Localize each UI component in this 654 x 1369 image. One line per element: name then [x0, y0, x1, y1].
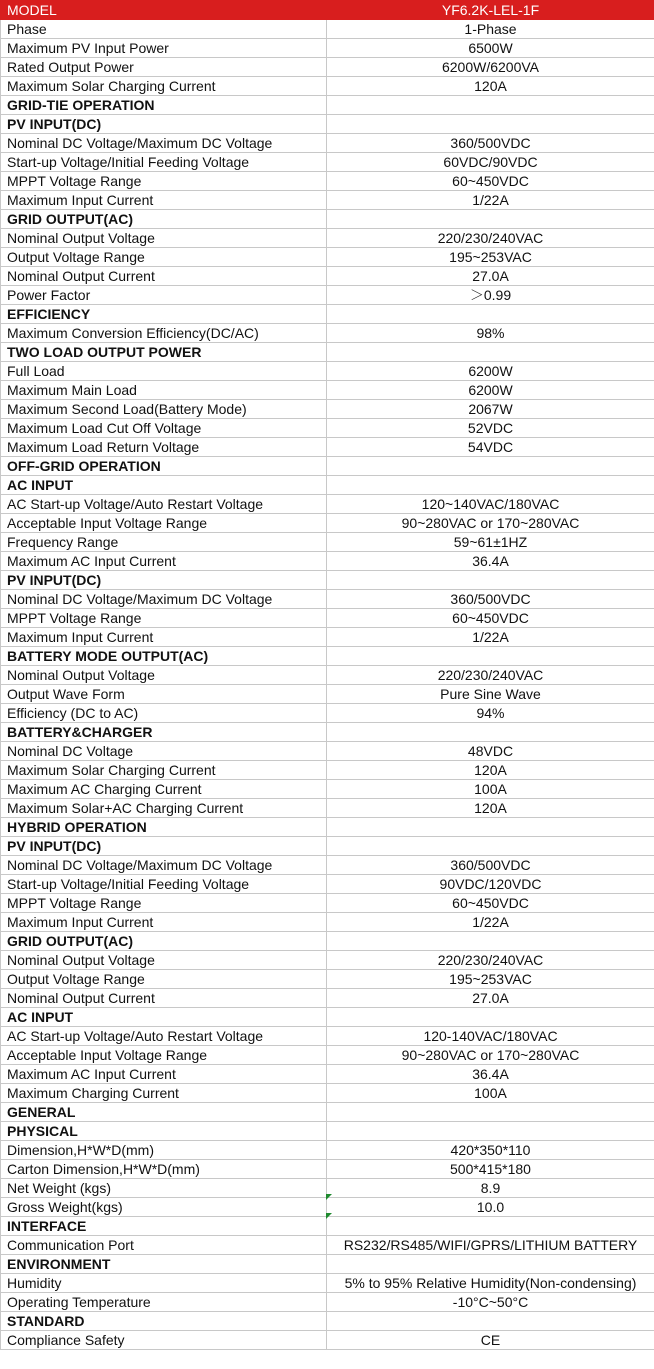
spec-row — [1, 1331, 654, 1350]
section-empty-cell — [327, 305, 654, 324]
spec-label: Operating Temperature — [1, 1293, 327, 1312]
spec-value: 1-Phase — [327, 20, 654, 39]
section-header-row — [1, 647, 654, 666]
spec-value: 500*415*180 — [327, 1160, 654, 1179]
section-title: OFF-GRID OPERATION — [1, 457, 327, 476]
section-header-row — [1, 1217, 654, 1236]
cell-flag-marker — [326, 1194, 332, 1200]
section-empty-cell — [327, 1312, 654, 1331]
spec-label: Nominal Output Current — [1, 267, 327, 286]
spec-row — [1, 77, 654, 96]
spec-row — [1, 590, 654, 609]
spec-row — [1, 989, 654, 1008]
section-header-row — [1, 1008, 654, 1027]
section-title: EFFICIENCY — [1, 305, 327, 324]
section-empty-cell — [327, 457, 654, 476]
spec-value: 10.0 — [327, 1198, 654, 1217]
section-title: PV INPUT(DC) — [1, 115, 327, 134]
spec-row — [1, 495, 654, 514]
section-title: TWO LOAD OUTPUT POWER — [1, 343, 327, 362]
section-title: HYBRID OPERATION — [1, 818, 327, 837]
spec-value: 6200W — [327, 381, 654, 400]
spec-label: Maximum Solar Charging Current — [1, 77, 327, 96]
spec-row — [1, 552, 654, 571]
section-empty-cell — [327, 932, 654, 951]
spec-value: 94% — [327, 704, 654, 723]
spec-label: Nominal Output Voltage — [1, 951, 327, 970]
spec-value: 100A — [327, 1084, 654, 1103]
spec-value: 220/230/240VAC — [327, 951, 654, 970]
spec-label: Maximum Input Current — [1, 628, 327, 647]
spec-label: Humidity — [1, 1274, 327, 1293]
spec-label: Maximum Solar+AC Charging Current — [1, 799, 327, 818]
spec-label: Nominal Output Voltage — [1, 229, 327, 248]
spec-label: Gross Weight(kgs) — [1, 1198, 327, 1217]
spec-value: 120~140VAC/180VAC — [327, 495, 654, 514]
spec-value: 60~450VDC — [327, 894, 654, 913]
section-empty-cell — [327, 647, 654, 666]
spec-label: Nominal DC Voltage/Maximum DC Voltage — [1, 590, 327, 609]
section-title: GRID OUTPUT(AC) — [1, 210, 327, 229]
spec-label: Dimension,H*W*D(mm) — [1, 1141, 327, 1160]
spec-value: RS232/RS485/WIFI/GPRS/LITHIUM BATTERY — [327, 1236, 654, 1255]
spec-value: 220/230/240VAC — [327, 666, 654, 685]
spec-row — [1, 1293, 654, 1312]
spec-label: Output Voltage Range — [1, 248, 327, 267]
spec-value: 195~253VAC — [327, 248, 654, 267]
section-empty-cell — [327, 1103, 654, 1122]
section-header-row — [1, 96, 654, 115]
section-empty-cell — [327, 571, 654, 590]
spec-row — [1, 894, 654, 913]
section-empty-cell — [327, 723, 654, 742]
spec-label: Efficiency (DC to AC) — [1, 704, 327, 723]
spec-row — [1, 400, 654, 419]
spec-value: 36.4A — [327, 1065, 654, 1084]
spec-label: Maximum Main Load — [1, 381, 327, 400]
spec-value: 1/22A — [327, 191, 654, 210]
spec-row — [1, 533, 654, 552]
spec-label: Maximum PV Input Power — [1, 39, 327, 58]
spec-label: MPPT Voltage Range — [1, 172, 327, 191]
spec-label: Carton Dimension,H*W*D(mm) — [1, 1160, 327, 1179]
section-title: ENVIRONMENT — [1, 1255, 327, 1274]
spec-row — [1, 267, 654, 286]
spec-value: 27.0A — [327, 267, 654, 286]
spec-row — [1, 1046, 654, 1065]
spec-row — [1, 1027, 654, 1046]
spec-label: Maximum AC Input Current — [1, 1065, 327, 1084]
spec-value: 220/230/240VAC — [327, 229, 654, 248]
spec-row — [1, 1274, 654, 1293]
spec-label: Acceptable Input Voltage Range — [1, 514, 327, 533]
spec-label: Maximum Load Cut Off Voltage — [1, 419, 327, 438]
spec-row — [1, 514, 654, 533]
section-empty-cell — [327, 96, 654, 115]
spec-value: 90VDC/120VDC — [327, 875, 654, 894]
spec-label: Output Wave Form — [1, 685, 327, 704]
spec-row — [1, 666, 654, 685]
spec-label: Communication Port — [1, 1236, 327, 1255]
spec-value: Pure Sine Wave — [327, 685, 654, 704]
spec-row — [1, 191, 654, 210]
spec-value: 36.4A — [327, 552, 654, 571]
spec-label: Nominal Output Current — [1, 989, 327, 1008]
section-title: BATTERY MODE OUTPUT(AC) — [1, 647, 327, 666]
spec-label: AC Start-up Voltage/Auto Restart Voltage — [1, 495, 327, 514]
spec-value: 420*350*110 — [327, 1141, 654, 1160]
section-title: PHYSICAL — [1, 1122, 327, 1141]
section-title: PV INPUT(DC) — [1, 837, 327, 856]
spec-row — [1, 1236, 654, 1255]
spec-row — [1, 780, 654, 799]
spec-label: Start-up Voltage/Initial Feeding Voltage — [1, 153, 327, 172]
spec-value: 54VDC — [327, 438, 654, 457]
model-number: YF6.2K-LEL-1F — [327, 1, 654, 20]
model-label: MODEL — [1, 1, 327, 20]
spec-row — [1, 58, 654, 77]
spec-label: Start-up Voltage/Initial Feeding Voltage — [1, 875, 327, 894]
section-empty-cell — [327, 1008, 654, 1027]
spec-label: MPPT Voltage Range — [1, 609, 327, 628]
spec-value: 120A — [327, 799, 654, 818]
spec-label: Maximum Input Current — [1, 191, 327, 210]
spec-row — [1, 362, 654, 381]
spec-row — [1, 286, 654, 305]
section-empty-cell — [327, 1255, 654, 1274]
spec-value: 6500W — [327, 39, 654, 58]
spec-row — [1, 913, 654, 932]
section-header-row — [1, 571, 654, 590]
spec-value: 100A — [327, 780, 654, 799]
spec-label: AC Start-up Voltage/Auto Restart Voltage — [1, 1027, 327, 1046]
spec-row — [1, 1065, 654, 1084]
spec-label: Maximum Conversion Efficiency(DC/AC) — [1, 324, 327, 343]
spec-row — [1, 1084, 654, 1103]
spec-label: Nominal DC Voltage/Maximum DC Voltage — [1, 856, 327, 875]
section-empty-cell — [327, 210, 654, 229]
spec-label: Nominal Output Voltage — [1, 666, 327, 685]
spec-value: 60~450VDC — [327, 609, 654, 628]
spec-value: 1/22A — [327, 628, 654, 647]
section-title: PV INPUT(DC) — [1, 571, 327, 590]
section-header-row — [1, 1312, 654, 1331]
spec-label: Compliance Safety — [1, 1331, 327, 1350]
spec-value: 195~253VAC — [327, 970, 654, 989]
spec-label: Power Factor — [1, 286, 327, 305]
section-title: GENERAL — [1, 1103, 327, 1122]
spec-row — [1, 381, 654, 400]
spec-row — [1, 970, 654, 989]
spec-value: 6200W — [327, 362, 654, 381]
section-empty-cell — [327, 818, 654, 837]
spec-table-body — [1, 1, 654, 1350]
spec-row — [1, 685, 654, 704]
spec-label: Nominal DC Voltage/Maximum DC Voltage — [1, 134, 327, 153]
spec-label: MPPT Voltage Range — [1, 894, 327, 913]
spec-row — [1, 172, 654, 191]
spec-label: Output Voltage Range — [1, 970, 327, 989]
spec-value: 48VDC — [327, 742, 654, 761]
spec-row — [1, 248, 654, 267]
table-header-row — [1, 1, 654, 20]
spec-value: 2067W — [327, 400, 654, 419]
spec-label: Acceptable Input Voltage Range — [1, 1046, 327, 1065]
spec-value: 98% — [327, 324, 654, 343]
section-header-row — [1, 305, 654, 324]
spec-value: 120-140VAC/180VAC — [327, 1027, 654, 1046]
spec-label: Phase — [1, 20, 327, 39]
spec-row — [1, 153, 654, 172]
section-title: AC INPUT — [1, 1008, 327, 1027]
section-header-row — [1, 932, 654, 951]
spec-value: 360/500VDC — [327, 856, 654, 875]
section-header-row — [1, 837, 654, 856]
section-empty-cell — [327, 1217, 654, 1236]
spec-label: Maximum Second Load(Battery Mode) — [1, 400, 327, 419]
spec-row — [1, 39, 654, 58]
spec-value: 360/500VDC — [327, 590, 654, 609]
spec-value: 59~61±1HZ — [327, 533, 654, 552]
spec-label: Maximum AC Charging Current — [1, 780, 327, 799]
section-header-row — [1, 343, 654, 362]
spec-value: 27.0A — [327, 989, 654, 1008]
spec-value: 120A — [327, 761, 654, 780]
spec-label: Rated Output Power — [1, 58, 327, 77]
spec-row — [1, 324, 654, 343]
spec-row — [1, 229, 654, 248]
spec-row — [1, 704, 654, 723]
section-empty-cell — [327, 476, 654, 495]
spec-value: 120A — [327, 77, 654, 96]
spec-value: 90~280VAC or 170~280VAC — [327, 514, 654, 533]
section-title: INTERFACE — [1, 1217, 327, 1236]
cell-flag-marker — [326, 1213, 332, 1219]
spec-label: Maximum AC Input Current — [1, 552, 327, 571]
spec-row — [1, 856, 654, 875]
section-title: AC INPUT — [1, 476, 327, 495]
spec-value: 60~450VDC — [327, 172, 654, 191]
section-header-row — [1, 1122, 654, 1141]
spec-label: Frequency Range — [1, 533, 327, 552]
spec-label: Full Load — [1, 362, 327, 381]
section-title: GRID OUTPUT(AC) — [1, 932, 327, 951]
section-header-row — [1, 457, 654, 476]
spec-row — [1, 1160, 654, 1179]
spec-value: 5% to 95% Relative Humidity(Non-condensing) — [327, 1274, 654, 1293]
spec-value: 8.9 — [327, 1179, 654, 1198]
spec-value: 1/22A — [327, 913, 654, 932]
section-title: BATTERY&CHARGER — [1, 723, 327, 742]
spec-row — [1, 951, 654, 970]
section-header-row — [1, 1103, 654, 1122]
spec-label: Nominal DC Voltage — [1, 742, 327, 761]
spec-value: 60VDC/90VDC — [327, 153, 654, 172]
spec-value: 52VDC — [327, 419, 654, 438]
spec-value: 360/500VDC — [327, 134, 654, 153]
spec-row — [1, 20, 654, 39]
section-empty-cell — [327, 837, 654, 856]
spec-row — [1, 1141, 654, 1160]
section-empty-cell — [327, 115, 654, 134]
section-title: STANDARD — [1, 1312, 327, 1331]
spec-value: -10°C~50°C — [327, 1293, 654, 1312]
spec-row — [1, 419, 654, 438]
spec-value: CE — [327, 1331, 654, 1350]
spec-value: 6200W/6200VA — [327, 58, 654, 77]
section-header-row — [1, 115, 654, 134]
spec-label: Maximum Input Current — [1, 913, 327, 932]
spec-label: Maximum Load Return Voltage — [1, 438, 327, 457]
spec-label: Net Weight (kgs) — [1, 1179, 327, 1198]
spec-value: ＞0.99 — [327, 286, 654, 305]
spec-label: Maximum Charging Current — [1, 1084, 327, 1103]
spec-row — [1, 134, 654, 153]
section-header-row — [1, 818, 654, 837]
section-title: GRID-TIE OPERATION — [1, 96, 327, 115]
spec-label: Maximum Solar Charging Current — [1, 761, 327, 780]
spec-row — [1, 628, 654, 647]
section-header-row — [1, 210, 654, 229]
section-empty-cell — [327, 1122, 654, 1141]
section-header-row — [1, 723, 654, 742]
spec-row — [1, 742, 654, 761]
spec-row — [1, 875, 654, 894]
section-empty-cell — [327, 343, 654, 362]
spec-value: 90~280VAC or 170~280VAC — [327, 1046, 654, 1065]
spec-row — [1, 761, 654, 780]
spec-row — [1, 438, 654, 457]
section-header-row — [1, 476, 654, 495]
spec-row — [1, 609, 654, 628]
spec-row — [1, 799, 654, 818]
section-header-row — [1, 1255, 654, 1274]
